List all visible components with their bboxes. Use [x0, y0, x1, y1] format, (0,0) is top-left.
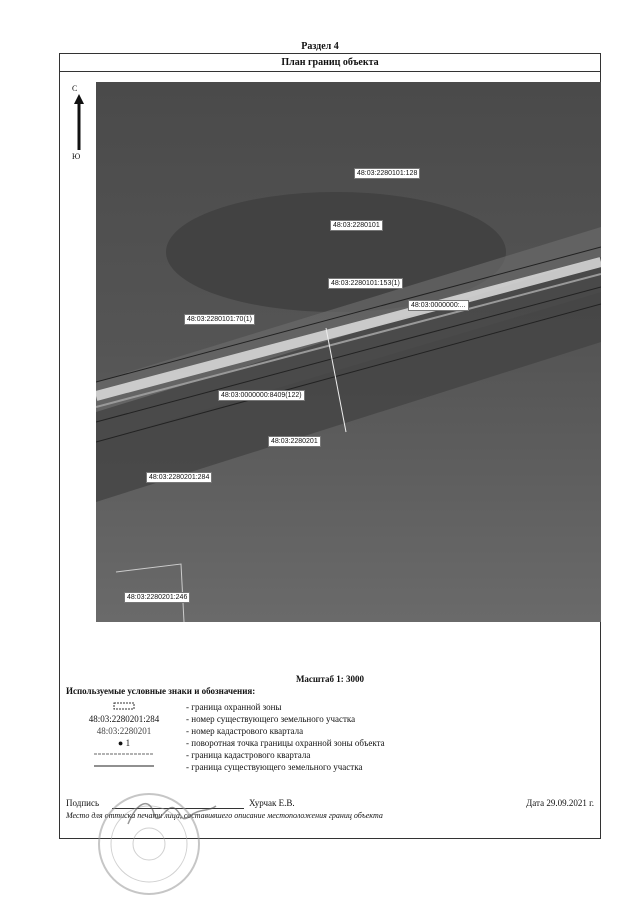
- signature-date: Дата 29.09.2021 г.: [526, 798, 594, 808]
- handwritten-signature-icon: [124, 794, 220, 834]
- legend-desc: - граница кадастрового квартала: [186, 750, 311, 760]
- parcel-label: 48:03:2280101:70(1): [184, 314, 255, 325]
- north-arrow: [70, 84, 88, 164]
- legend-row: [60, 725, 600, 737]
- north-label: С: [72, 84, 78, 93]
- legend-symbol: 48:03:2280201: [96, 726, 152, 736]
- aerial-photo: [96, 82, 601, 622]
- legend-row: [60, 761, 600, 773]
- zone-boundary-symbol: [74, 701, 174, 713]
- legend-row: [60, 749, 600, 761]
- legend-desc: - граница охранной зоны: [186, 702, 282, 712]
- parcel-boundary-symbol: [74, 761, 174, 773]
- plan-title: План границ объекта: [60, 54, 600, 72]
- quarter-label: 48:03:2280201: [268, 436, 321, 447]
- legend-desc: - поворотная точка границы охранной зоны объекта: [186, 738, 385, 748]
- quarter-label: 48:03:2280101: [330, 220, 383, 231]
- south-label: Ю: [72, 152, 81, 161]
- parcel-label: 48:03:2280201:246: [124, 592, 190, 603]
- parcel-label: 48:03:0000000:...: [408, 300, 469, 311]
- signer-name: Хурчак Е.В.: [249, 798, 295, 808]
- legend-title: Используемые условные знаки и обозначения:: [66, 686, 256, 696]
- legend-symbol: 48:03:2280201:284: [88, 714, 160, 724]
- parcel-label: 48:03:2280101:128: [354, 168, 420, 179]
- legend-row: [60, 737, 600, 749]
- legend-desc: - номер существующего земельного участка: [186, 714, 356, 724]
- scale-text: Масштаб 1: 3000: [295, 674, 365, 684]
- legend-row: [60, 701, 600, 713]
- plan-frame: [59, 53, 601, 839]
- legend-desc: - граница существующего земельного участка: [186, 762, 363, 772]
- parcel-label: 48:03:0000000:8409(122): [218, 390, 305, 401]
- signature-label: Подпись: [66, 798, 100, 808]
- stamp-note: Место для оттиска печати лица, составившего описание местоположения границ объекта: [66, 811, 383, 820]
- aerial-photo-image: [96, 82, 601, 622]
- turning-point-symbol: ● 1: [117, 738, 131, 748]
- parcel-label: 48:03:2280201:284: [146, 472, 212, 483]
- parcel-label: 48:03:2280101:153(1): [328, 278, 403, 289]
- quarter-boundary-symbol: [74, 749, 174, 761]
- legend-desc: - номер кадастрового квартала: [186, 726, 304, 736]
- section-title: Раздел 4: [301, 41, 339, 52]
- north-arrow-icon: [74, 94, 84, 150]
- legend-row: [60, 713, 600, 725]
